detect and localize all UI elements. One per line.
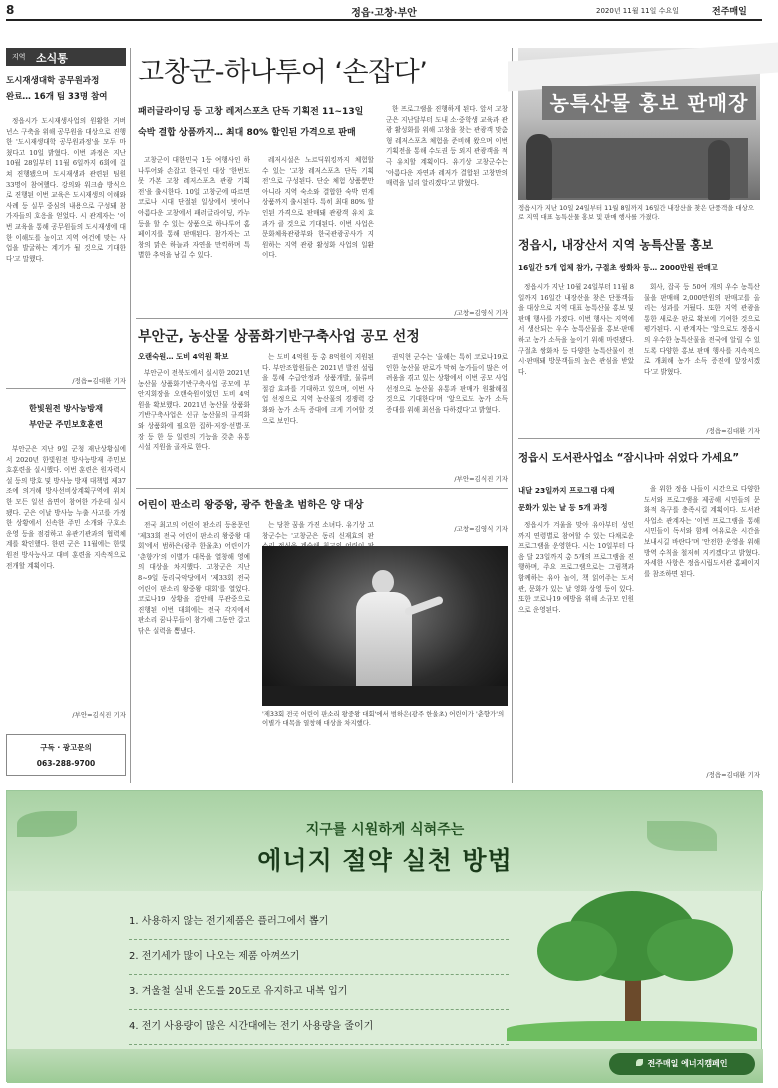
brief2-byline: /부안=김식진 기자 (72, 711, 126, 719)
article2-byline: /부안=김식진 기자 (454, 475, 508, 483)
performer-arm (404, 595, 444, 616)
article3-subhead: 16일간 5개 업체 참가, 구절초 쌍화차 등… 2000만원 판매고 (518, 263, 718, 272)
brief1-title-line2: 완료… 16개 팀 33명 참여 (6, 92, 108, 102)
brief1-body: 정읍시가 도시재생사업의 원활한 거버넌스 구축을 위해 공무원을 대상으로 진행한 '도시재생대학 공무원과정'을 모두 마쳤다고 10일 밝혔다. 이번 과정은 지난 10월 28일부터 11월 6일까지 6회에 걸쳐 진행됐으며 도시재생과 관련된 팀원 33명이 참여했다. 강의와 워크숍 방식으로 진행된 이번 교육은 도시재생의 이해와 사례 등 실무 중심의 내용으로 구성돼 참가자들의 호응을 얻었다. 시 관계자는 '이번 교육을 통해 공무원들의 도시재생에 대한 이해도를 높이고 지역 여건에 맞는 사업을 발굴하는 계기가 될 것으로 기대한다'고 말했다. (6, 117, 126, 263)
article1-byline: /고창=김영식 기자 (454, 309, 508, 317)
sidebar-tag-title: 소식통 (36, 52, 68, 65)
article3-col2: 회사, 잡곡 등 50여 개의 우수 농특산물을 판매해 2,000만원의 판매고를 올리는 성과를 거뒀다. 또한 지역 관광을 통한 새로운 판로 확보에 기여한 것으로 평가된다. 시 관계자는 '앞으로도 정읍시의 우수한 농특산물을 전국에 알릴 수 있도록 다양한 홍보 판매 행사를 지속적으로 개최해 농가 소득 증진에 앞장서겠다'고 밝혔다. (644, 283, 760, 376)
article3-byline: /정읍=김대환 기자 (706, 427, 760, 435)
article2-headline: 부안군, 농산물 상품화기반구축사업 공모 선정 (138, 329, 420, 345)
article4-byline: /고창=김영식 기자 (454, 525, 508, 533)
paper-name: 전주매일 (712, 7, 747, 17)
tree-illustration (507, 891, 757, 1041)
article5-subhead2: 문화가 있는 날 등 5개 과정 (518, 503, 608, 512)
person-figure (526, 134, 552, 200)
article5-subhead1: 내달 23일까지 프로그램 다채 (518, 486, 615, 495)
section-name: 정읍·고창·부안 (351, 8, 417, 19)
article2-col1: 부안군이 전북도에서 실시한 2021년 농산물 상품화기반구축사업 공모에 부안지회장을 오랜숙원이었던 도비 4억원을 확보했다. 2021년 농산물 상품화기반구축사업은 신규 농산물의 규격화와 상품화에 필요한 집하·저장·선별·포장 등 한 등 일련의 기능을 갖춘 유통 시설 지원을 골자로 한다. (138, 369, 250, 452)
market-banner (542, 86, 756, 120)
performer-photo-caption: '제33회 전국 어린이 판소리 왕중왕 대회'에서 범하은(광주 한울초) 어린이가 '춘향가'의 이별가 대목을 열창해 대상을 차지했다. (262, 710, 505, 727)
article1-col1: 고창군이 대한민국 1등 여행사인 하나투어와 손잡고 한국인 대상 '한번도 못 가본 고창 레저스포츠 관광 기획전'을 출시한다. 10일 고창군에 따르면 코로나 시대 단절된 일상에서 벗어나 아름다운 고창에서 패러글라이딩, 카누 등을 할 수 있는 상품으로 하나투어 홈페이지를 통해 판매된다. 참가자는 고창의 맑은 하늘과 자연을 만끽하며 특별한 추억을 남길 수 있다. (138, 156, 250, 260)
brief2-title-line2: 부안군 주민보호훈련 (28, 419, 104, 429)
market-photo (518, 48, 760, 200)
tree-canopy (537, 921, 617, 981)
market-banner-text: 농특산물 홍보 판매장 (549, 91, 749, 115)
stage-floor (262, 686, 508, 706)
brief2-title (6, 400, 126, 432)
article5-headline: 정읍시 도서관사업소 “잠시나마 쉬었다 가세요” (518, 452, 740, 464)
article1-subhead1: 패러글라이딩 등 고창 레저스포츠 단독 기획전 11~13일 (138, 107, 364, 117)
ad-label: 구독 · 광고문의 (40, 743, 92, 752)
sidebar-tag (6, 48, 126, 66)
leaf-icon (636, 1059, 643, 1066)
sidebar-divider (6, 388, 126, 389)
article1-col2: 레저시설은 노르딕워킹까지 체험할 수 있는 '고창 레저스포츠 단독 기획전'으로 구성된다. 단순 체험 상품뿐만 아니라 지역 숙소와 결합한 숙박 연계 상품까지 출시된다. 특히 최대 80% 할인된 가격으로 판매돼 관광객 유치 효과가 클 것으로 기대된다. 이번 사업은 문화체육관광부와 한국관광공사가 지원하는 지역 관광 활성화 사업의 일환이다. (262, 156, 374, 260)
article2-col2: 는 도비 4억원 등 총 8억원이 지원된다. 부안조합원들은 2021년 발전 설립을 통해 수급안정과 상품개발, 물류비 절감 효과를 기대하고 있으며, 이번 사업 선정으로 지역 농산물의 경쟁력 강화와 농가 소득 증대에 크게 기여할 것으로 보인다. (262, 353, 374, 425)
article5-col2: 을 위한 정읍 나들이 시간으로 다양한 도서와 프로그램을 제공해 시민들의 문화적 욕구를 충족시킬 계획이다. 도서관사업소 관계자는 '이번 프로그램을 통해 시민들이 독서와 함께 여유로운 시간을 보내시길 바란다'며 '안전한 운영을 위해 방역 수칙을 철저히 지키겠다'고 밝혔다. 자세한 사항은 정읍시립도서관 홈페이지를 참조하면 된다. (644, 485, 760, 578)
performer-photo (262, 546, 508, 706)
right-column-rule (512, 48, 513, 783)
performer-head (372, 570, 394, 594)
ad-title-line1: 지구를 시원하게 식혀주는 (305, 822, 465, 838)
sidebar-column-rule (130, 48, 131, 783)
energy-campaign-ad (6, 790, 762, 1082)
ad-phone: 063-288-9700 (36, 759, 96, 768)
sidebar (6, 48, 126, 783)
mid-divider2 (136, 488, 508, 489)
article4-col2: 는 당찬 꿈을 가진 소녀다. 유기상 고창군수는 '고창군은 동리 신재효의 판 (262, 521, 374, 540)
person-figure (708, 140, 730, 200)
brief2-title-line1: 한빛원전 방사능방재 (28, 403, 104, 413)
ad-footer-label (609, 1053, 755, 1075)
tip-item: 1. 사용하지 않는 전기제품은 플러그에서 뽑기 (129, 905, 509, 940)
article4-headline: 어린이 판소리 왕중왕, 광주 한울초 범하은 양 대상 (138, 500, 364, 511)
tent-roof (508, 43, 778, 92)
header-rule (6, 19, 762, 21)
page-number: 8 (6, 3, 15, 17)
photo-caption: 정읍시가 지난 10일 24일부터 11월 8일까지 16일간 내장산을 찾은 단풍객을 대상으로 지역 대표 농특산물 홍보 및 판매 행사를 가졌다. (518, 204, 754, 221)
ad-footer-text: 전주매일 에너지캠페인 (647, 1059, 728, 1068)
tree-canopy (647, 919, 733, 981)
brief2-body: 부안군은 지난 9일 군청 재난상황실에서 2020년 한빛원전 방사능방재 주민보호훈련을 실시했다. 이번 훈련은 원자력시설 등의 방호 및 방사능 방재 대책법 제37조에 의거해 방사선비상계획구역에 위치한 모든 일선 읍면이 참여한 가운데 실시됐다. 군은 이날 방사능 누출 사고를 가정한 상황에서 신속한 주민 소개와 구호소 운영 등을 점검하고 유관기관과의 협력체계를 확인했다. 한편 군은 11월에는 한빛원전 방사능사고 대비 훈련을 지속적으로 전개할 계획이다. (6, 445, 126, 570)
brief1-title-line1: 도시재생대학 공무원과정 (6, 76, 100, 86)
article1-subhead2: 숙박 결합 상품까지… 최대 80% 할인된 가격으로 판매 (138, 128, 356, 138)
subscription-ad (6, 734, 126, 776)
article2-subhead: 오랜숙원… 도비 4억원 확보 (138, 352, 229, 361)
performer-dress (356, 592, 412, 692)
tip-item: 3. 겨울철 실내 온도를 20도로 유지하고 내복 입기 (129, 975, 509, 1010)
article4-col1: 전국 최고의 어린이 판소리 등용문인 '제33회 전국 어린이 판소리 왕중왕 대회'에서 범하은(광주 한울초) 어린이가 '춘향가'의 이별가 대목을 열창해 영예의 대상을 차지했다. 고창군은 지난 8~9일 동리국악당에서 '제33회 전국어린이 판소리 왕중왕 대회'를 열었다. 코로나19 상황을 감안해 무관중으로 진행된 이번 대회에는 전국 각지에서 판소리 꿈나무들이 참가해 그동안 갈고 닦은 실력을 뽐냈다. (138, 521, 250, 635)
sidebar-tag-small: 지역 (12, 53, 26, 61)
article1-col3: 한 프로그램을 진행하게 된다. 앞서 고창군은 지난달부터 도내 소·중학생 교육과 관광 활성화를 위해 고창을 찾는 관광객 맞춤형 레저스포츠 체험을 준비해 왔으며 이번 기획전을 통해 수도권 등 외지 관광객을 적극 유치할 계획이다. 유기상 고창군수는 '아름다운 자연과 레저가 결합된 고창만의 매력을 널리 알리겠다'고 밝혔다. (386, 105, 508, 188)
issue-date: 2020년 11월 11일 수요일 (596, 7, 679, 15)
article2-col3: 권익현 군수는 '올해는 특히 코로나19로 인한 농산물 판로가 막혀 농가들이 많은 어려움을 겪고 있는 상황에서 이번 공모 사업 선정으로 농산물 유통과 판매가 원활해질 것으로 기대한다'며 '앞으로도 농가 소득 증대를 위해 최선을 다하겠다'고 밝혔다. (386, 353, 508, 414)
tip-item: 4. 전기 사용량이 많은 시간대에는 전기 사용량을 줄이기 (129, 1010, 509, 1045)
right-divider (518, 438, 760, 439)
tip-item: 2. 전기세가 많이 나오는 제품 아껴쓰기 (129, 940, 509, 975)
mid-divider (136, 318, 508, 319)
grass (507, 1021, 757, 1041)
brief1-byline: /정읍=김대환 기자 (72, 377, 126, 385)
article5-byline: /정읍=김대환 기자 (706, 771, 760, 779)
page-header (0, 0, 768, 22)
article3-col1: 정읍시가 지난 10월 24일부터 11월 8일까지 16일간 내장산을 찾은 단풍객들을 대상으로 지역 대표 농특산물 홍보 및 판매 행사를 가졌다. 이번 행사는 지역에서 생산되는 우수 농특산물을 홍보·판매하고 농가 소득을 높이기 위해 마련됐다. 구절초 쌍화차 등 다양한 농특산물이 전시·판매돼 방문객들의 높은 관심을 받았다. (518, 283, 634, 376)
tips-list (129, 905, 509, 1045)
article5-col1: 정읍시가 겨울을 맞아 유아부터 성인까지 연령별로 참여할 수 있는 다채로운 프로그램을 운영한다. 시는 10일부터 다음 달 23일까지 총 5개의 프로그램을 진행하며, 주요 프로그램으로는 그림책과 함께하는 유아 놀이, 책 읽어주는 도서관, 문화가 있는 날 영화 상영 등이 있다. 또한 코로나19 예방을 위해 소규모 인원으로 운영된다. (518, 521, 634, 614)
ad-title-line2: 에너지 절약 실천 방법 (257, 846, 513, 875)
article1-headline: 고창군-하나투어 ‘손잡다’ (138, 57, 428, 88)
brief1-title (6, 73, 126, 105)
article3-headline: 정읍시, 내장산서 지역 농특산물 홍보 (518, 238, 714, 252)
